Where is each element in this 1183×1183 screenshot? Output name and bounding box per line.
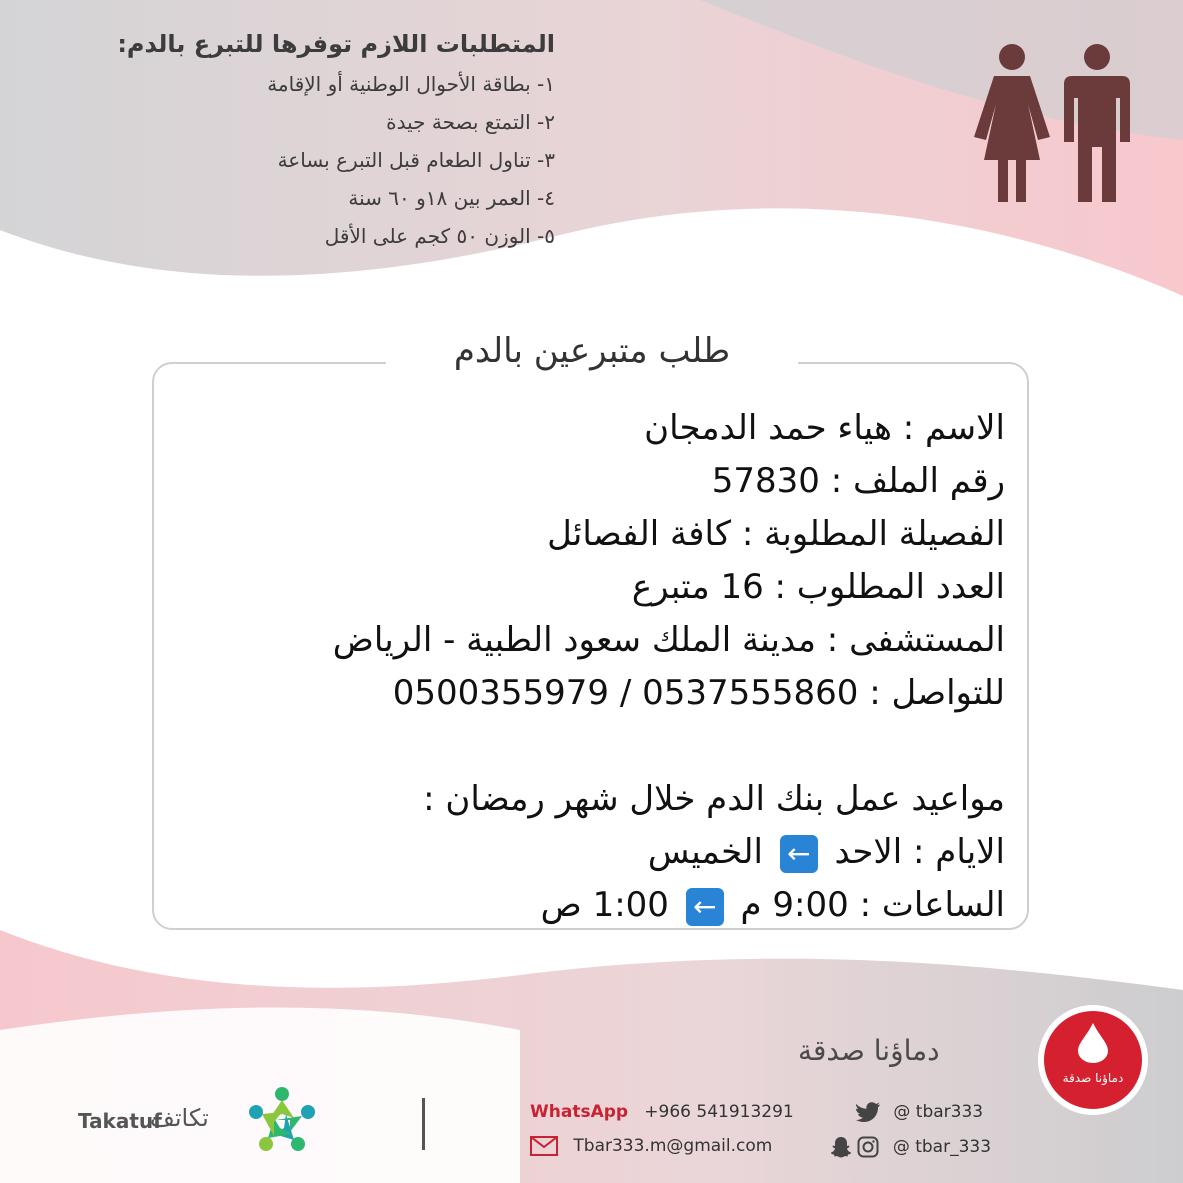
- days-end: الخميس: [647, 832, 763, 872]
- requirement-item: ٤- العمر بين ١٨و ٦٠ سنة: [348, 186, 555, 210]
- requirement-item: ١- بطاقة الأحوال الوطنية أو الإقامة: [267, 72, 555, 96]
- whatsapp-contact[interactable]: [530, 1102, 794, 1122]
- instagram-icon: [857, 1136, 879, 1158]
- requirement-item: ٥- الوزن ٥٠ كجم على الأقل: [324, 224, 555, 248]
- card-title: طلب متبرعين بالدم: [386, 326, 798, 376]
- requirements-section: [35, 30, 555, 262]
- email-address: Tbar333.m@gmail.com: [573, 1136, 773, 1156]
- takatuf-name-en: Takatuf: [78, 1109, 162, 1133]
- snapchat-icon: [830, 1136, 852, 1158]
- man-woman-icon: [972, 42, 1137, 207]
- snap-insta-handle: @ tbar_333: [892, 1137, 992, 1157]
- blood-drop-icon: [1078, 1023, 1108, 1063]
- hospital: المستشفى : مدينة الملك سعود الطبية - الرياض: [332, 620, 1005, 660]
- left-arrow-icon: ←: [686, 888, 724, 926]
- takatuf-logo-icon: [246, 1084, 318, 1156]
- twitter-handle: @ tbar333: [893, 1102, 984, 1122]
- working-days: [185, 826, 1005, 879]
- twitter-contact[interactable]: [856, 1102, 983, 1122]
- requirement-item: ٣- تناول الطعام قبل التبرع بساعة: [277, 148, 555, 172]
- divider: [422, 1098, 425, 1150]
- requirement-item: ٢- التمتع بصحة جيدة: [386, 110, 555, 134]
- days-start: الايام : الاحد: [834, 832, 1005, 872]
- patient-name: الاسم : هياء حمد الدمجان: [644, 408, 1005, 448]
- file-number: رقم الملف : 57830: [711, 461, 1005, 501]
- card-content: [185, 402, 1005, 932]
- contact-numbers: للتواصل : 0537555860 / 0500355979: [392, 673, 1005, 713]
- email-contact[interactable]: [530, 1136, 772, 1156]
- hours-end: 1:00 ص: [540, 885, 669, 925]
- hours-start: الساعات : 9:00 م: [740, 885, 1005, 925]
- mail-icon: [530, 1136, 558, 1156]
- whatsapp-number: +966 541913291: [644, 1102, 794, 1122]
- working-hours: [185, 879, 1005, 932]
- donor-count: العدد المطلوب : 16 متبرع: [631, 567, 1005, 607]
- snapchat-instagram-contact[interactable]: [830, 1136, 991, 1158]
- blood-type: الفصيلة المطلوبة : كافة الفصائل: [547, 514, 1005, 554]
- schedule-heading: مواعيد عمل بنك الدم خلال شهر رمضان :: [423, 779, 1005, 819]
- left-arrow-icon: ←: [780, 835, 818, 873]
- twitter-icon: [856, 1102, 880, 1122]
- takatuf-name-ar: تكاتف: [150, 1104, 209, 1132]
- damauna-logo: [1038, 1005, 1148, 1115]
- whatsapp-label: WhatsApp: [530, 1102, 629, 1122]
- requirements-title: المتطلبات اللازم توفرها للتبرع بالدم:: [117, 30, 555, 58]
- logo-text: دماؤنا صدقة: [1062, 1071, 1124, 1085]
- slogan: دماؤنا صدقة: [798, 1034, 940, 1067]
